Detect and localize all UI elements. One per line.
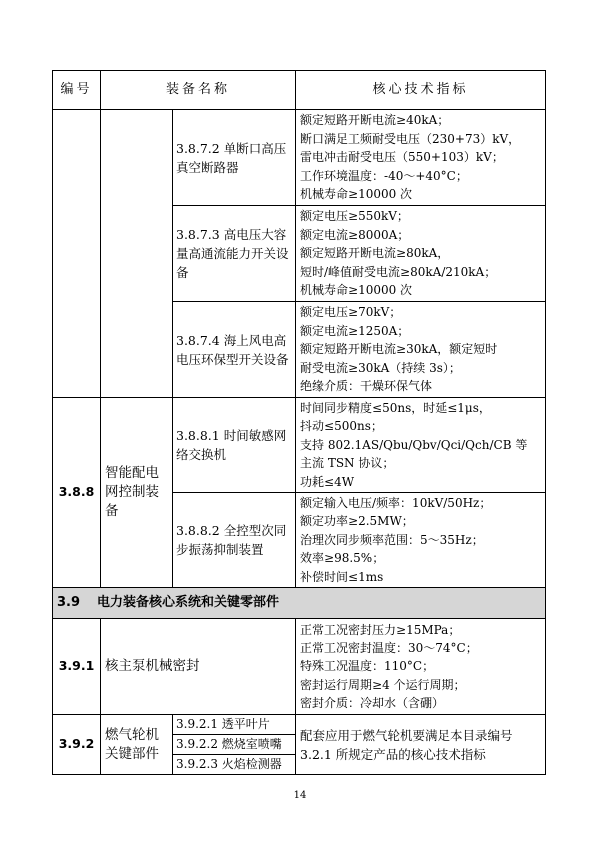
item-name-391: 核主泵机械密封 <box>101 619 296 715</box>
item-name-3881: 3.8.8.1 时间敏感网络交换机 <box>173 398 296 493</box>
item-name-3873: 3.8.7.3 高电压大容量高通流能力开关设备 <box>173 206 296 302</box>
item-number-392: 3.9.2 <box>53 715 101 775</box>
spec-line: 断口满足工频耐受电压（230+73）kV， <box>300 131 521 146</box>
item-number-391: 3.9.1 <box>53 619 101 715</box>
spec-line: 密封运行周期≥4 个运行周期； <box>300 677 466 692</box>
header-number: 编号 <box>53 71 101 110</box>
spec-line: 补偿时间≤1ms <box>300 569 384 584</box>
section-row <box>53 588 546 619</box>
spec-line: 耐受电流≥30kA（持续 3s）； <box>300 360 461 375</box>
table-row <box>53 619 546 715</box>
spec-line: 额定短路开断电流≥30kA，额定短时 <box>300 342 498 357</box>
item-number-388: 3.8.8 <box>53 398 101 588</box>
spec-line: 额定功率≥2.5MW； <box>300 514 414 529</box>
item-spec-3872 <box>296 110 546 206</box>
spec-line: 支持 802.1AS/Qbu/Qbv/Qci/Qch/CB 等 <box>300 437 528 452</box>
item-spec-392: 配套应用于燃气轮机要满足本目录编号 3.2.1 所规定产品的核心技术指标 <box>296 715 546 775</box>
table-row <box>53 715 546 735</box>
item-spec-3882 <box>296 493 546 588</box>
spec-line: 正常工况密封压力≥15MPa； <box>300 622 461 637</box>
spec-line: 短时/峰值耐受电流≥80kA/210kA； <box>300 264 497 279</box>
item-spec-3881 <box>296 398 546 493</box>
table-row <box>53 110 546 206</box>
section-number: 3.9 <box>57 594 81 610</box>
item-spec-3873 <box>296 206 546 302</box>
spec-line: 机械寿命≥10000 次 <box>300 283 413 298</box>
header-core-specs: 核心技术指标 <box>296 71 546 110</box>
item-spec-3874 <box>296 302 546 398</box>
spec-line: 额定输入电压/频率：10kV/50Hz； <box>300 496 492 511</box>
item-spec-391 <box>296 619 546 715</box>
page-number: 14 <box>293 790 307 801</box>
empty-name-cell <box>101 110 173 398</box>
spec-line: 效率≥98.5%； <box>300 551 385 566</box>
header-equipment-name: 装备名称 <box>101 71 296 110</box>
table-row <box>53 398 546 493</box>
table-header-row <box>53 71 546 110</box>
spec-line: 主流 TSN 协议； <box>300 456 395 471</box>
item-name-388: 智能配电网控制装备 <box>101 398 173 588</box>
sub-item-3921: 3.9.2.1 透平叶片 <box>173 715 296 735</box>
item-name-3874: 3.8.7.4 海上风电高电压环保型开关设备 <box>173 302 296 398</box>
spec-line: 抖动≤500ns； <box>300 419 383 434</box>
item-name-392: 燃气轮机关键部件 <box>101 715 173 775</box>
spec-line: 机械寿命≥10000 次 <box>300 187 413 202</box>
spec-line: 额定短路开断电流≥40kA； <box>300 113 450 128</box>
spec-line: 额定电压≥70kV； <box>300 305 402 320</box>
spec-line: 额定电流≥1250A； <box>300 323 410 338</box>
spec-line: 额定电压≥550kV； <box>300 209 409 224</box>
spec-line: 额定短路开断电流≥80kA， <box>300 246 450 261</box>
spec-line: 密封介质：冷却水（含硼） <box>300 696 445 711</box>
section-heading <box>53 588 546 619</box>
sub-item-3923: 3.9.2.3 火焰检测器 <box>173 755 296 775</box>
sub-item-3922: 3.9.2.2 燃烧室喷嘴 <box>173 735 296 755</box>
spec-line: 时间同步精度≤50ns，时延≤1μs， <box>300 401 491 415</box>
section-title: 电力装备核心系统和关键零部件 <box>97 594 280 610</box>
spec-line: 功耗≤4W <box>300 474 355 489</box>
spec-line: 额定电流≥8000A； <box>300 227 410 242</box>
spec-line: 正常工况密封温度：30～74°C； <box>300 640 478 655</box>
empty-number-cell <box>53 110 101 398</box>
spec-line: 绝缘介质：干燥环保气体 <box>300 379 433 394</box>
item-name-3872: 3.8.7.2 单断口高压真空断路器 <box>173 110 296 206</box>
item-name-3882: 3.8.8.2 全控型次同步振荡抑制装置 <box>173 493 296 588</box>
equipment-table <box>52 70 546 775</box>
spec-line: 治理次同步频率范围：5～35Hz； <box>300 532 484 547</box>
spec-line: 雷电冲击耐受电压（550+103）kV； <box>300 150 504 165</box>
spec-line: 特殊工况温度：110°C； <box>300 659 435 674</box>
spec-line: 工作环境温度：-40～+40°C； <box>300 168 468 183</box>
